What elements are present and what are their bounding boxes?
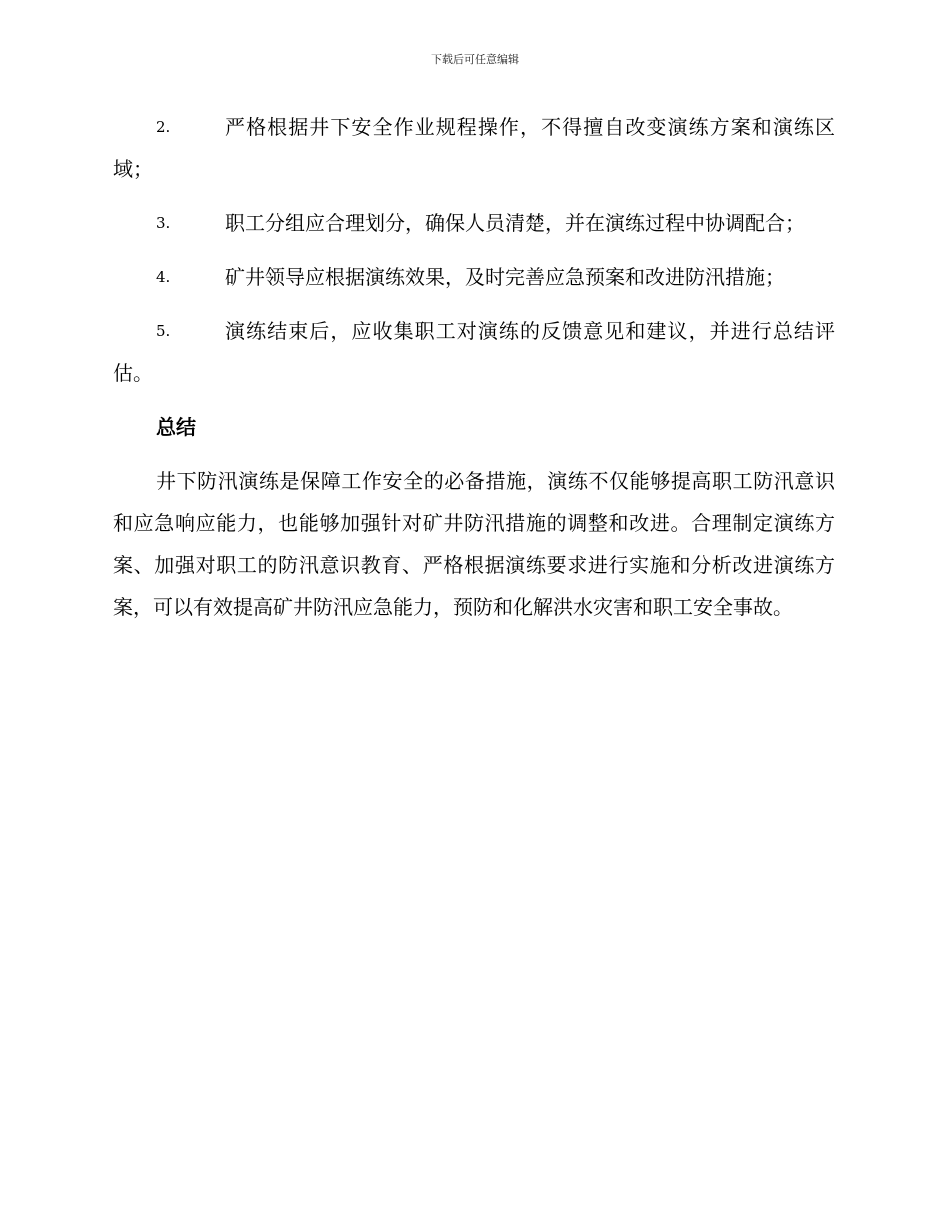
summary-heading: 总结 [156, 415, 196, 439]
page-header-note: 下载后可任意编辑 [431, 53, 519, 66]
list-item-text: 职工分组应合理划分，确保人员清楚，并在演练过程中协调配合； [225, 211, 805, 235]
list-item [113, 310, 835, 394]
list-item-text: 演练结束后，应收集职工对演练的反馈意见和建议，并进行总结评估。 [113, 319, 835, 385]
list-item-number: 3. [156, 214, 171, 232]
list-item [113, 256, 835, 298]
list-item-text: 严格根据井下安全作业规程操作，不得擅自改变演练方案和演练区域； [113, 115, 835, 181]
list-item-number: 5. [156, 322, 171, 340]
list-item [113, 202, 835, 244]
summary-paragraph: 井下防汛演练是保障工作安全的必备措施，演练不仅能够提高职工防汛意识和应急响应能力，也能够加强针对矿井防汛措施的调整和改进。合理制定演练方案、加强对职工的防汛意识教育、严格根据演练要求进行实施和分析改进演练方案，可以有效提高矿井防汛应急能力，预防和化解洪水灾害和职工安全事故。 [113, 469, 835, 619]
list-item [113, 106, 835, 190]
list-item-number: 4. [156, 268, 171, 286]
document-body [113, 106, 835, 628]
list-item-number: 2. [156, 118, 171, 136]
list-item-text: 矿井领导应根据演练效果，及时完善应急预案和改进防汛措施； [225, 265, 785, 289]
